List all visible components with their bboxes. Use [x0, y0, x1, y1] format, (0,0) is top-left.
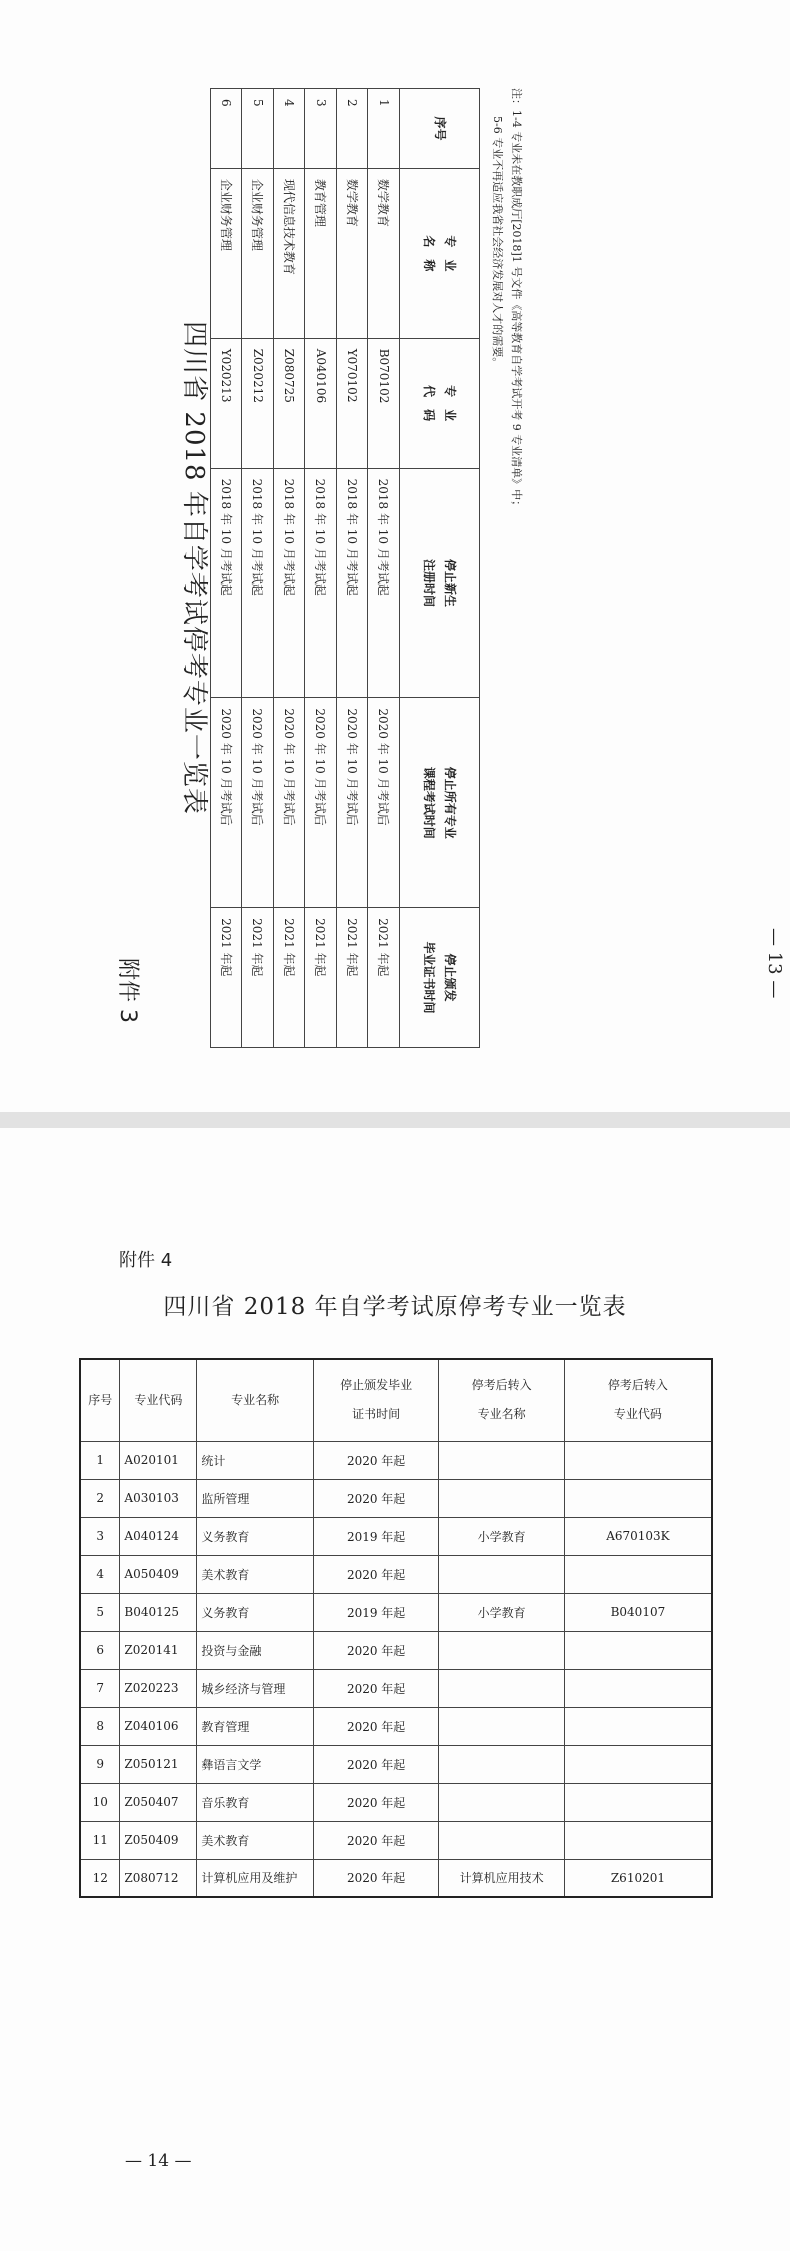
cell-exam: 2020 年 10 月考试后 [368, 698, 400, 908]
suspended-majors-table [210, 88, 480, 1048]
cell-exam: 2020 年 10 月考试后 [337, 698, 369, 908]
table-row [80, 1821, 712, 1859]
table-row [80, 1479, 712, 1517]
cell-name: 义务教育 [197, 1517, 314, 1555]
cell-new_name [439, 1821, 564, 1859]
note-line-2: 5-6 专业不再适应我省社会经济发展对人才的需要。 [491, 116, 505, 369]
cell-code: Z050407 [120, 1783, 197, 1821]
cell-name: 美术教育 [197, 1555, 314, 1593]
cell-no: 1 [80, 1441, 120, 1479]
cell-code: Z020223 [120, 1669, 197, 1707]
cell-code: Z080712 [120, 1859, 197, 1897]
cell-no: 6 [80, 1631, 120, 1669]
cell-code: Z050121 [120, 1745, 197, 1783]
header-cert-line1: 停止颁发毕业 [340, 1378, 413, 1393]
cell-name: 美术教育 [197, 1821, 314, 1859]
table-row [211, 89, 243, 1048]
cell-cert: 2020 年起 [313, 1631, 439, 1669]
header-new-name [439, 1359, 564, 1441]
cell-name: 投资与金融 [197, 1631, 314, 1669]
header-name-line1: 专 业 [442, 235, 457, 272]
header-no: 序号 [80, 1359, 120, 1441]
table-note [488, 88, 525, 1048]
cell-name: 计算机应用及维护 [197, 1859, 314, 1897]
cell-no: 4 [80, 1555, 120, 1593]
table-header-row [80, 1359, 712, 1441]
cell-code: A030103 [120, 1479, 197, 1517]
cell-code: A040124 [120, 1517, 197, 1555]
header-exam-line1: 停止所有专业 [442, 766, 457, 839]
cell-reg: 2018 年 10 月考试起 [274, 468, 306, 698]
cell-code: A050409 [120, 1555, 197, 1593]
table-row [274, 89, 306, 1048]
table-row [337, 89, 369, 1048]
cell-code: A040106 [305, 338, 337, 468]
cell-new_code [564, 1669, 712, 1707]
cell-no: 10 [80, 1783, 120, 1821]
header-no: 序号 [400, 89, 480, 169]
header-cert-line1: 停止颁发 [442, 953, 457, 1002]
header-code-line2: 代 码 [422, 385, 437, 422]
cell-cert: 2020 年起 [313, 1555, 439, 1593]
cell-name: 教育管理 [197, 1707, 314, 1745]
cell-code: Y070102 [337, 338, 369, 468]
cell-code: Z050409 [120, 1821, 197, 1859]
cell-new_code: A670103K [564, 1517, 712, 1555]
header-code: 专业代码 [120, 1359, 197, 1441]
cell-new_code [564, 1707, 712, 1745]
cell-exam: 2020 年 10 月考试后 [274, 698, 306, 908]
cell-reg: 2018 年 10 月考试起 [242, 468, 274, 698]
header-exam [400, 698, 480, 908]
cell-code: B070102 [368, 338, 400, 468]
cell-no: 5 [80, 1593, 120, 1631]
table-row [368, 89, 400, 1048]
cell-no: 6 [211, 89, 243, 169]
cell-name: 企业财务管理 [211, 168, 243, 338]
cell-new_name [439, 1707, 564, 1745]
attachment-label: 附件 4 [119, 1250, 173, 1271]
cell-reg: 2018 年 10 月考试起 [211, 468, 243, 698]
cell-no: 5 [242, 89, 274, 169]
header-new-code-line1: 停考后转入 [607, 1378, 668, 1393]
header-code [400, 338, 480, 468]
cell-name: 数学教育 [368, 168, 400, 338]
table-row [242, 89, 274, 1048]
attachment-label: 附件 3 [115, 958, 140, 1023]
table-row [80, 1631, 712, 1669]
cell-exam: 2020 年 10 月考试后 [305, 698, 337, 908]
note-line-1: 注：1-4 专业未在教职成厅[2018]1 号文件《高等教育自学考试开考 9 专业清单》中； [510, 88, 523, 512]
cell-name: 音乐教育 [197, 1783, 314, 1821]
cell-new_code [564, 1631, 712, 1669]
cell-cert: 2020 年起 [313, 1821, 439, 1859]
cell-new_name [439, 1479, 564, 1517]
cell-name: 监所管理 [197, 1479, 314, 1517]
cell-new_name [439, 1745, 564, 1783]
cell-no: 1 [368, 89, 400, 169]
cell-no: 2 [337, 89, 369, 169]
header-cert [313, 1359, 439, 1441]
table-row [80, 1707, 712, 1745]
page-number: — 13 — [764, 928, 785, 999]
cell-new_name: 小学教育 [439, 1593, 564, 1631]
cell-no: 9 [80, 1745, 120, 1783]
cell-code: Y020213 [211, 338, 243, 468]
cell-new_name [439, 1631, 564, 1669]
cell-new_name [439, 1555, 564, 1593]
cell-code: B040125 [120, 1593, 197, 1631]
page-title: 四川省 2018 年自学考试原停考专业一览表 [163, 1294, 627, 1320]
cell-new_code [564, 1745, 712, 1783]
table-row [80, 1517, 712, 1555]
cell-cert: 2020 年起 [313, 1707, 439, 1745]
header-new-name-line1: 停考后转入 [471, 1378, 532, 1393]
cell-name: 教育管理 [305, 168, 337, 338]
header-cert-line2: 证书时间 [352, 1407, 401, 1422]
header-new-code [564, 1359, 712, 1441]
cell-new_code [564, 1821, 712, 1859]
header-cert-line2: 毕业证书时间 [422, 941, 437, 1014]
cell-new_code [564, 1783, 712, 1821]
cell-new_code [564, 1479, 712, 1517]
table-row [80, 1783, 712, 1821]
cell-new_name [439, 1441, 564, 1479]
table-row [80, 1441, 712, 1479]
table-row [305, 89, 337, 1048]
cell-exam: 2020 年 10 月考试后 [242, 698, 274, 908]
cell-no: 3 [305, 89, 337, 169]
cell-cert: 2021 年起 [368, 908, 400, 1048]
cell-no: 8 [80, 1707, 120, 1745]
cell-new_name [439, 1669, 564, 1707]
cell-cert: 2020 年起 [313, 1669, 439, 1707]
cell-cert: 2021 年起 [274, 908, 306, 1048]
cell-cert: 2020 年起 [313, 1859, 439, 1897]
cell-cert: 2021 年起 [305, 908, 337, 1048]
cell-cert: 2019 年起 [313, 1517, 439, 1555]
cell-exam: 2020 年 10 月考试后 [211, 698, 243, 908]
header-name: 专业名称 [197, 1359, 314, 1441]
cell-name: 义务教育 [197, 1593, 314, 1631]
table-row [80, 1745, 712, 1783]
cell-cert: 2020 年起 [313, 1745, 439, 1783]
header-cert [400, 908, 480, 1048]
table-row [80, 1669, 712, 1707]
cell-cert: 2021 年起 [242, 908, 274, 1048]
cell-no: 11 [80, 1821, 120, 1859]
cell-cert: 2021 年起 [337, 908, 369, 1048]
header-name-line2: 名 称 [422, 235, 437, 272]
cell-name: 现代信息技术教育 [274, 168, 306, 338]
cell-no: 4 [274, 89, 306, 169]
table-row [80, 1593, 712, 1631]
cell-reg: 2018 年 10 月考试起 [337, 468, 369, 698]
cell-code: A020101 [120, 1441, 197, 1479]
cell-name: 城乡经济与管理 [197, 1669, 314, 1707]
rotated-content [45, 88, 785, 1048]
page-title: 四川省 2018 年自学考试停考专业一览表 [179, 321, 209, 815]
page-number: — 14 — [125, 2151, 192, 2171]
cell-no: 2 [80, 1479, 120, 1517]
header-new-code-line2: 专业代码 [613, 1407, 662, 1422]
cell-new_code [564, 1441, 712, 1479]
table-header-row [400, 89, 480, 1048]
cell-new_code: Z610201 [564, 1859, 712, 1897]
cell-name: 彝语言文学 [197, 1745, 314, 1783]
page-14 [0, 1128, 790, 2251]
cell-code: Z020141 [120, 1631, 197, 1669]
header-reg [400, 468, 480, 698]
cell-new_code [564, 1555, 712, 1593]
cell-code: Z040106 [120, 1707, 197, 1745]
header-name [400, 168, 480, 338]
cell-cert: 2020 年起 [313, 1441, 439, 1479]
header-code-line1: 专 业 [442, 385, 457, 422]
cell-new_code: B040107 [564, 1593, 712, 1631]
cell-no: 12 [80, 1859, 120, 1897]
cell-name: 企业财务管理 [242, 168, 274, 338]
header-reg-line2: 注册时间 [422, 558, 437, 607]
table-row [80, 1555, 712, 1593]
table-row [80, 1859, 712, 1897]
cell-code: Z080725 [274, 338, 306, 468]
cell-cert: 2020 年起 [313, 1783, 439, 1821]
cell-name: 统计 [197, 1441, 314, 1479]
cell-reg: 2018 年 10 月考试起 [368, 468, 400, 698]
cell-cert: 2019 年起 [313, 1593, 439, 1631]
cell-no: 7 [80, 1669, 120, 1707]
cell-new_name: 计算机应用技术 [439, 1859, 564, 1897]
cell-reg: 2018 年 10 月考试起 [305, 468, 337, 698]
cell-name: 数学教育 [337, 168, 369, 338]
cell-cert: 2021 年起 [211, 908, 243, 1048]
cell-code: Z020212 [242, 338, 274, 468]
cell-new_name [439, 1783, 564, 1821]
cell-cert: 2020 年起 [313, 1479, 439, 1517]
cell-new_name: 小学教育 [439, 1517, 564, 1555]
header-reg-line1: 停止新生 [442, 558, 457, 607]
header-exam-line2: 课程考试时间 [422, 766, 437, 839]
page-13 [0, 0, 790, 1112]
cell-no: 3 [80, 1517, 120, 1555]
header-new-name-line2: 专业名称 [477, 1407, 526, 1422]
former-suspended-majors-table [79, 1358, 713, 1898]
